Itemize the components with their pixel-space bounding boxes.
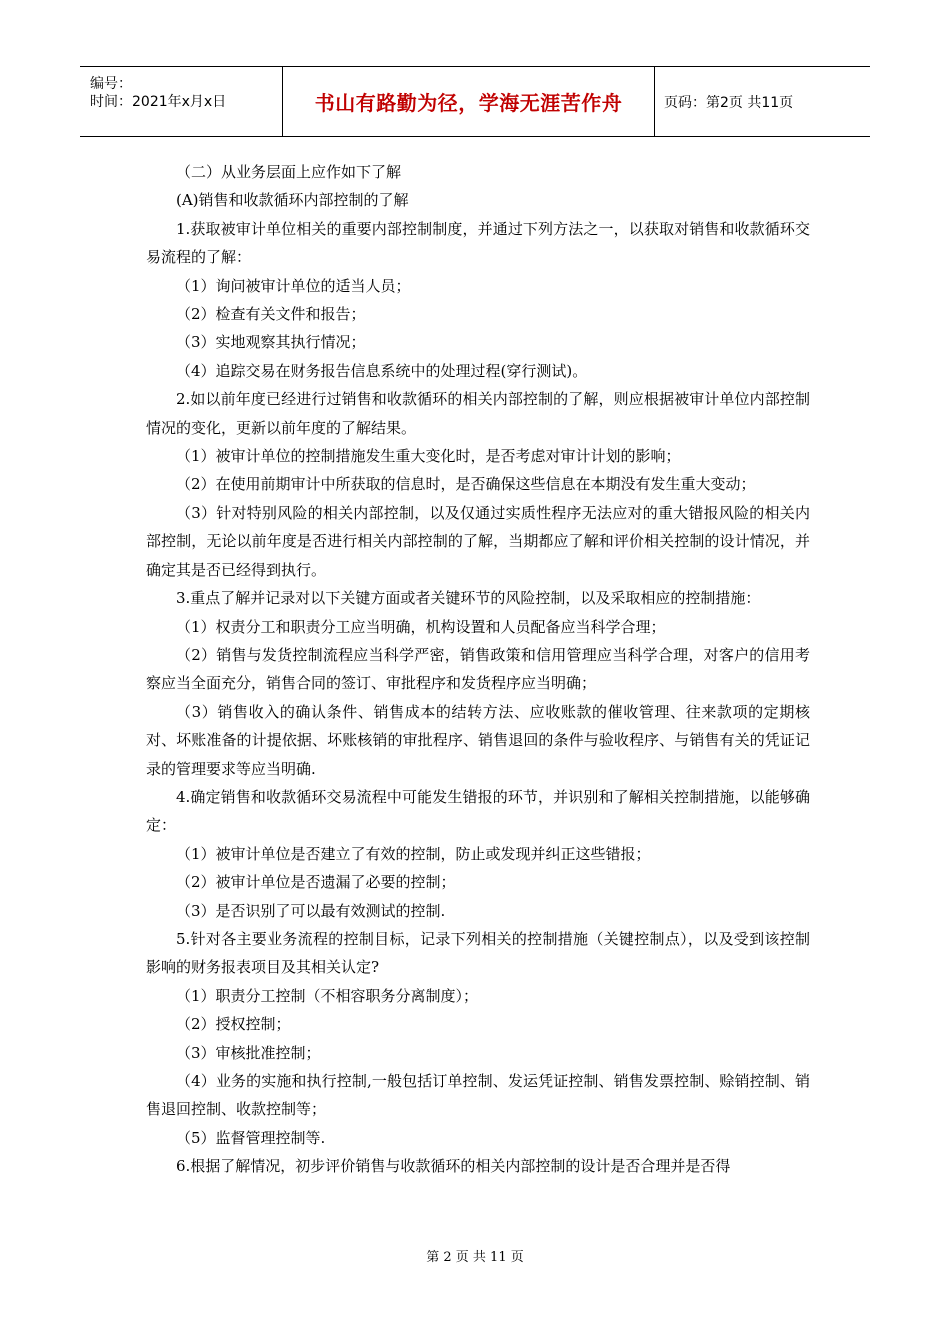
paragraph: （5）监督管理控制等. — [176, 1128, 326, 1147]
paragraph: （二）从业务层面上应作如下了解 — [176, 163, 402, 181]
paragraph: （3）审核批准控制； — [176, 1043, 321, 1062]
page-header — [80, 66, 870, 137]
motto-text: 书山有路勤为径，学海无涯苦作舟 — [314, 91, 623, 115]
paragraph: （3）针对特别风险的相关内部控制，以及仅通过实质性程序无法应对的重大错报风险的相关内部控制，无论以前年度是否进行相关内部控制的了解，当期都应了解和评价相关控制的设计情况，并确定其是否已经得到执行。 — [146, 503, 810, 579]
paragraph: （3）销售收入的确认条件、销售成本的结转方法、应收账款的催收管理、往来款项的定期核对、坏账准备的计提依据、坏账核销的审批程序、销售退回的条件与验收程序、与销售有关的凭证记录的管理要求等应当明确. — [146, 702, 810, 778]
paragraph: (A)销售和收款循环内部控制的了解 — [176, 191, 409, 210]
header-motto-cell — [282, 67, 655, 136]
paragraph: （4）业务的实施和执行控制,一般包括订单控制、发运凭证控制、销售发票控制、赊销控制、销售退回控制、收款控制等； — [146, 1072, 810, 1119]
paragraph: （2）检查有关文件和报告； — [176, 305, 366, 324]
paragraph: （2）授权控制； — [176, 1015, 291, 1034]
paragraph: 2.如以前年度已经进行过销售和收款循环的相关内部控制的了解，则应根据被审计单位内部控制情况的变化，更新以前年度的了解结果。 — [146, 390, 810, 437]
paragraph: 1.获取被审计单位相关的重要内部控制制度，并通过下列方法之一，以获取对销售和收款循环交易流程的了解： — [146, 219, 810, 267]
paragraph: （2）销售与发货控制流程应当科学严密，销售政策和信用管理应当科学合理，对客户的信用考察应当全面充分，销售合同的签订、审批程序和发货程序应当明确； — [146, 645, 810, 693]
page-code: 页码：第2页 共11页 — [664, 94, 794, 111]
paragraph: （2）被审计单位是否遗漏了必要的控制； — [176, 873, 456, 892]
time-label: 时间：2021年x月x日 — [90, 94, 227, 110]
paragraph: （2）在使用前期审计中所获取的信息时，是否确保这些信息在本期没有发生重大变动； — [176, 475, 756, 494]
paragraph: （3）是否识别了可以最有效测试的控制. — [176, 901, 446, 920]
paragraph: （1）被审计单位是否建立了有效的控制，防止或发现并纠正这些错报； — [176, 844, 651, 863]
paragraph: （1）询问被审计单位的适当人员； — [176, 276, 411, 295]
doc-number-label: 编号： — [90, 76, 132, 92]
document-body — [146, 158, 810, 1181]
paragraph: （4）追踪交易在财务报告信息系统中的处理过程(穿行测试)。 — [176, 361, 588, 380]
paragraph: 3.重点了解并记录对以下关键方面或者关键环节的风险控制，以及采取相应的控制措施： — [176, 589, 761, 608]
page-footer: 第 2 页 共 11 页 — [426, 1250, 524, 1265]
paragraph: （3）实地观察其执行情况； — [176, 333, 366, 352]
paragraph: （1）职责分工控制（不相容职务分离制度）； — [176, 986, 479, 1005]
paragraph: （1）权责分工和职责分工应当明确，机构设置和人员配备应当科学合理； — [176, 617, 666, 636]
paragraph: 6.根据了解情况，初步评价销售与收款循环的相关内部控制的设计是否合理并是否得 — [176, 1157, 731, 1176]
paragraph: （1）被审计单位的控制措施发生重大变化时，是否考虑对审计计划的影响； — [176, 447, 681, 466]
paragraph: 5.针对各主要业务流程的控制目标，记录下列相关的控制措施（关键控制点），以及受到该控制影响的财务报表项目及其相关认定? — [146, 929, 810, 977]
header-page-cell — [654, 67, 870, 136]
paragraph: 4.确定销售和收款循环交易流程中可能发生错报的环节，并识别和了解相关控制措施，以能够确定： — [146, 787, 810, 835]
header-info-cell — [80, 67, 282, 136]
